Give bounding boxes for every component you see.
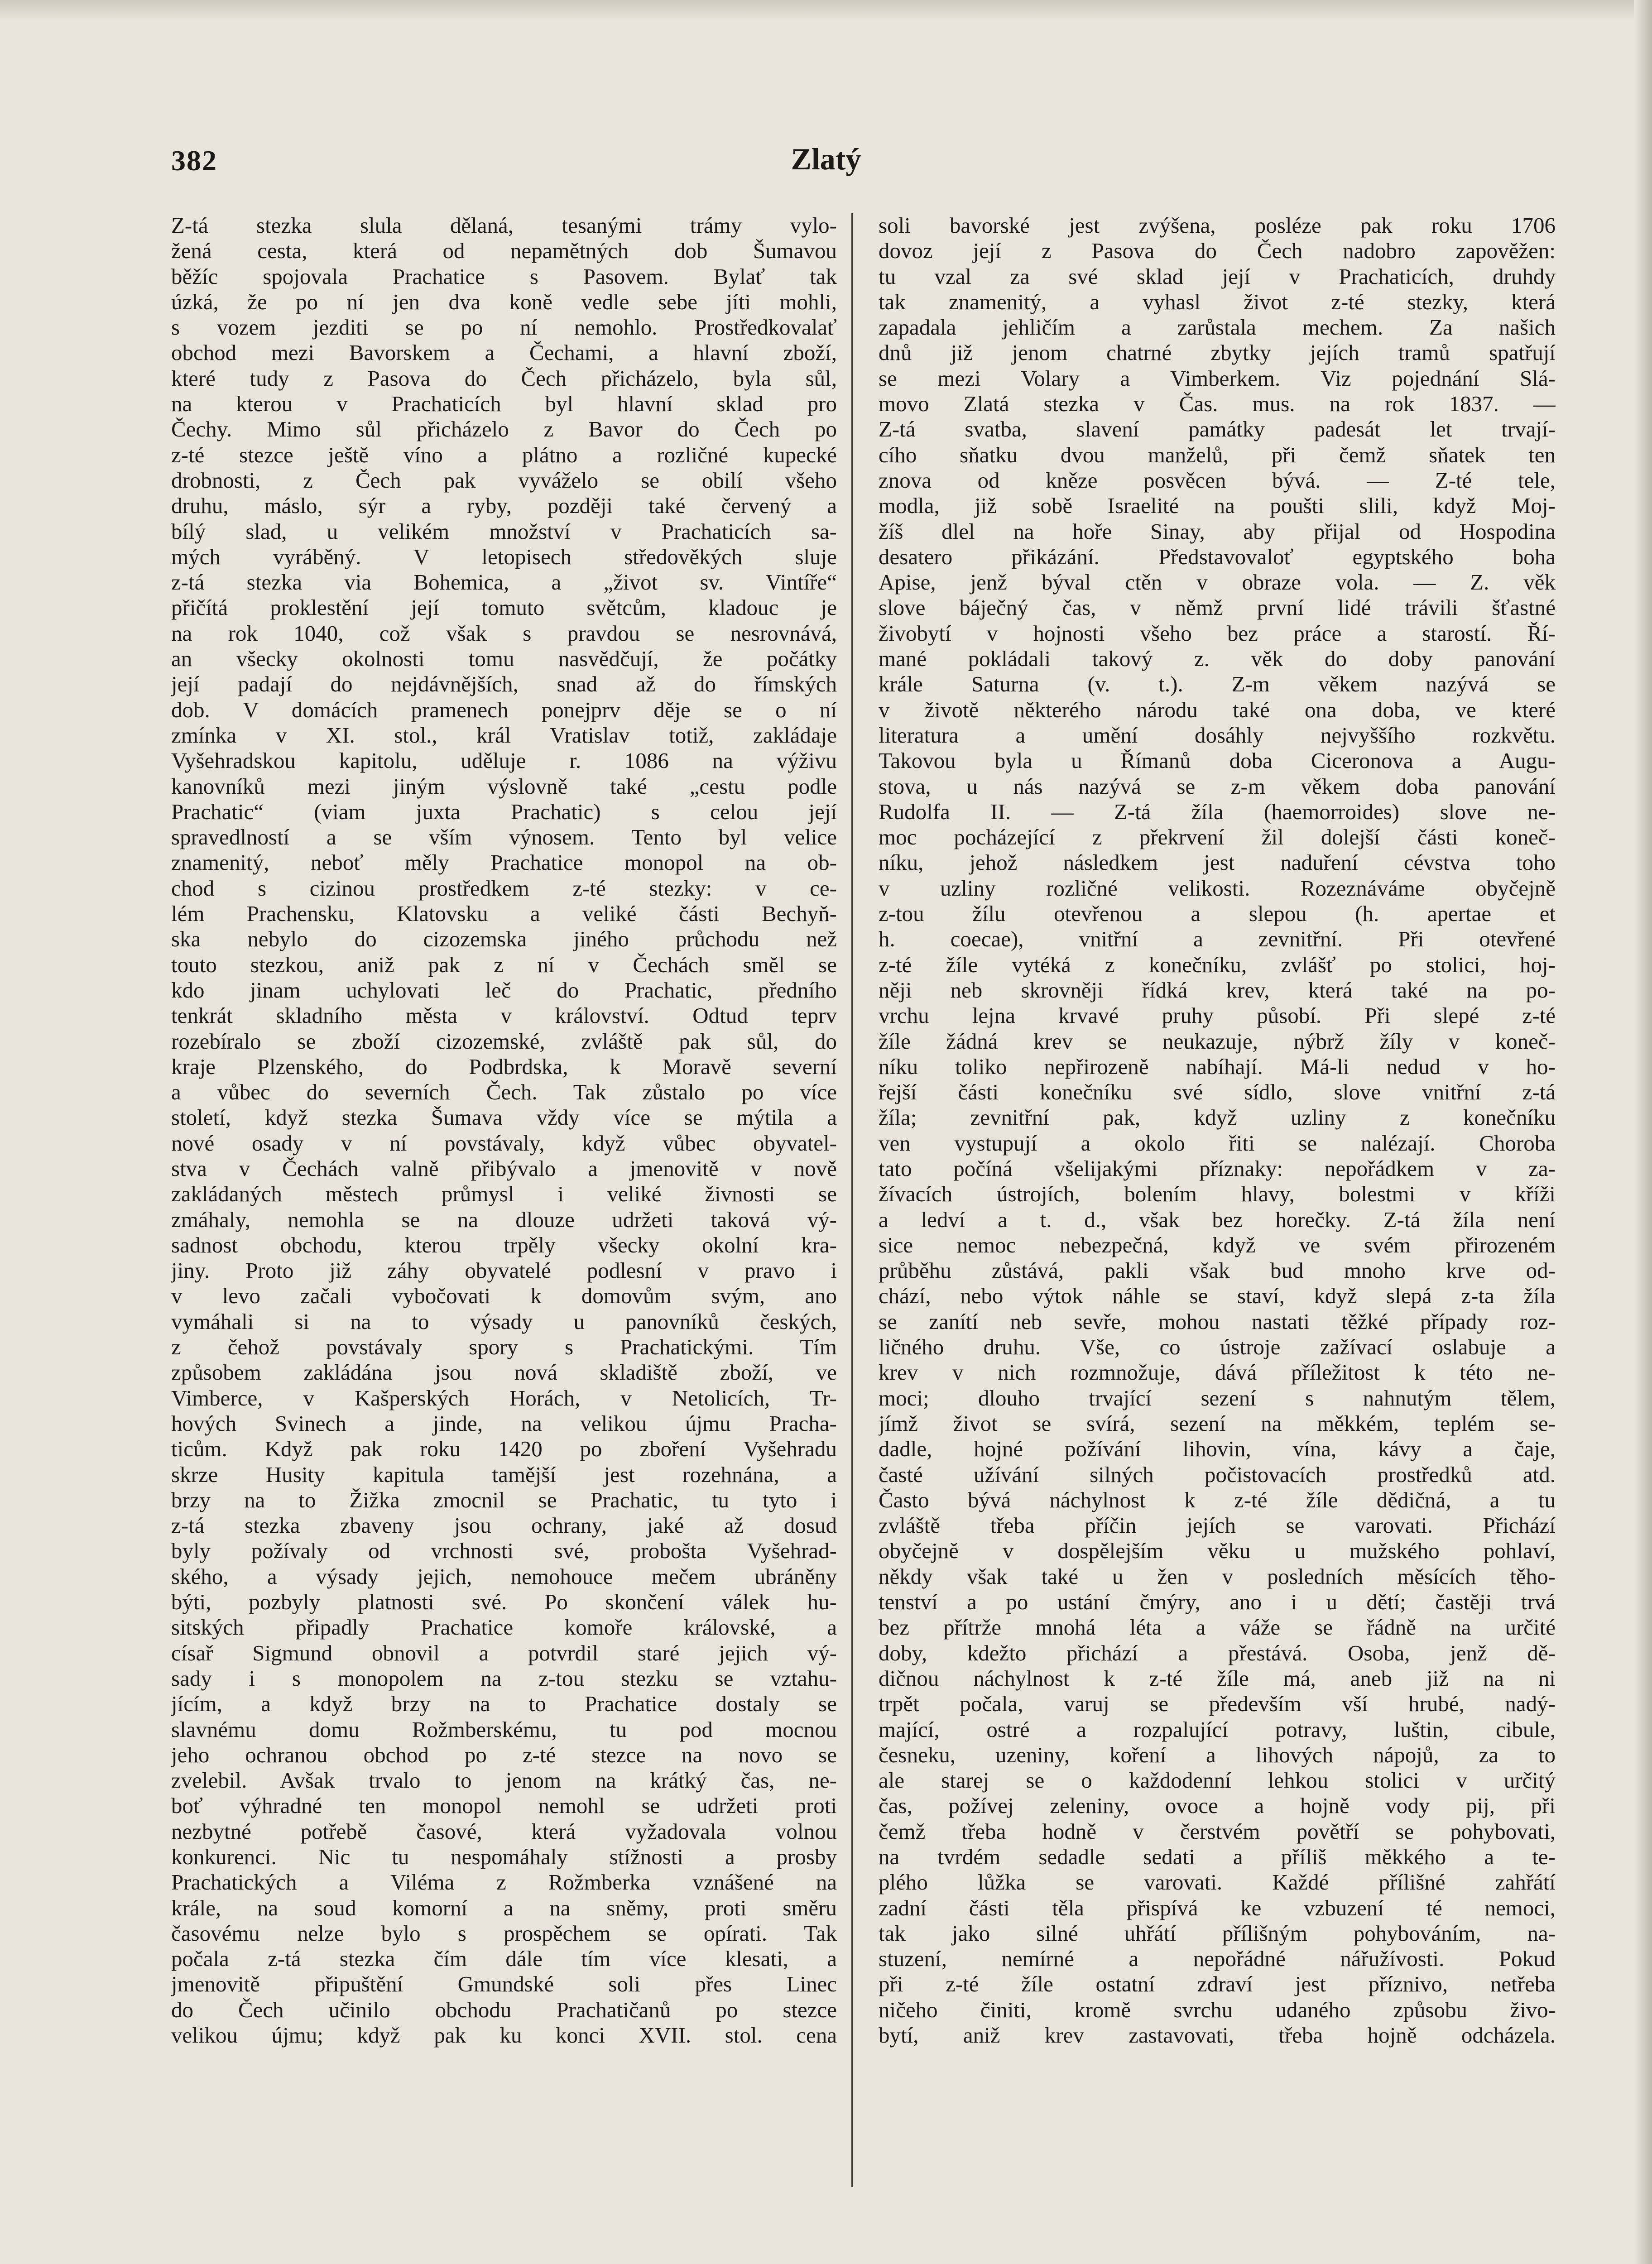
text-line: tenkrát skladního města v království. Odtud teprv <box>171 1003 837 1028</box>
page-number: 382 <box>171 144 217 177</box>
text-line: ale starej se o každodenní lehkou stolici v určitý <box>879 1768 1556 1793</box>
text-line: bílý slad, u velikém množství v Prachaticích sa- <box>171 518 837 544</box>
text-line: Rudolfa II. — Z-tá žíla (haemorroides) slove ne- <box>879 799 1556 824</box>
text-line: Prachatických a Viléma z Rožmberka vznášené na <box>171 1870 837 1895</box>
text-line: se mezi Volary a Vimberkem. Viz pojednání Slá- <box>879 365 1556 391</box>
text-line: lém Prachensku, Klatovsku a veliké části Bechyň- <box>171 901 837 926</box>
text-line: počala z-tá stezka čím dále tím více klesati, a <box>171 1946 837 1971</box>
text-line: kdo jinam uchylovati leč do Prachatic, předního <box>171 977 837 1002</box>
text-line: brzy na to Žižka zmocnil se Prachatic, tu tyto i <box>171 1487 837 1512</box>
text-line: moc pocházející z překrvení žil dolejší části koneč- <box>879 825 1556 850</box>
text-line: časté užívání silných počistovacích prostředků atd. <box>879 1462 1556 1487</box>
text-line: do Čech učinilo obchodu Prachatičanů po stezce <box>171 1997 837 2022</box>
text-line: literatura a umění dosáhly nejvyššího rozkvětu. <box>879 722 1556 748</box>
text-line: an všecky okolnosti tomu nasvědčují, že počátky <box>171 646 837 672</box>
text-line: ličného druhu. Vše, co ústroje zažívací oslabuje a <box>879 1334 1556 1360</box>
text-line: stva v Čechách valně přibývalo a jmenovitě v nově <box>171 1156 837 1181</box>
column-divider <box>851 213 853 2187</box>
text-line: a vůbec do severních Čech. Tak zůstalo po více <box>171 1079 837 1105</box>
text-line: tak jako silné uhřátí přílišným pohybováním, na- <box>879 1920 1556 1946</box>
text-line: chází, nebo výtok náhle se staví, když slepá z-ta žíla <box>879 1283 1556 1309</box>
text-line: ničeho činiti, kromě svrchu udaného způsobu živo- <box>879 1997 1556 2022</box>
text-line: v životě některého národu také ona doba, ve které <box>879 697 1556 722</box>
text-line: kraje Plzenského, do Podbrdska, k Moravě severní <box>171 1054 837 1079</box>
text-line: slavnému domu Rožmberskému, tu pod mocnou <box>171 1717 837 1742</box>
text-line: krále, na soud komorní a na sněmy, proti směru <box>171 1895 837 1920</box>
text-line: znova od kněze posvěcen bývá. — Z-té tele, <box>879 467 1556 493</box>
text-line: obyčejně v dospělejším věku u mužského pohlaví, <box>879 1538 1556 1564</box>
text-line: z-té žíle vytéká z konečníku, zvlášť po stolici, hoj- <box>879 952 1556 977</box>
text-line: znamenitý, neboť měly Prachatice monopol na ob- <box>171 850 837 875</box>
text-line: časovému nelze bylo s prospěchem se opírati. Tak <box>171 1920 837 1946</box>
text-line: tenství a po ustání čmýry, ano i u dětí; častěji trvá <box>879 1589 1556 1615</box>
text-line: zadní části těla přispívá ke vzbuzení té nemoci, <box>879 1895 1556 1920</box>
text-line: krále Saturna (v. t.). Z-m věkem nazývá se <box>879 672 1556 697</box>
text-line: tak znamenitý, a vyhasl život z-té stezky, která <box>879 289 1556 314</box>
text-line: konkurenci. Nic tu nespomáhaly stížnosti a prosby <box>171 1844 837 1869</box>
text-line: při z-té žíle ostatní zdraví jest příznivo, netřeba <box>879 1971 1556 1997</box>
text-line: sitských připadly Prachatice komoře královské, a <box>171 1615 837 1640</box>
text-line: Z-tá stezka slula dělaná, tesanými trámy vylo- <box>171 213 837 238</box>
text-line: na kterou v Prachaticích byl hlavní sklad pro <box>171 391 837 417</box>
text-line: kanovníků mezi jiným výslovně také „cestu podle <box>171 773 837 799</box>
text-line: Vyšehradskou kapitolu, uděluje r. 1086 na výživu <box>171 748 837 773</box>
text-line: Prachatic“ (viam juxta Prachatic) s celou její <box>171 799 837 824</box>
text-line: žená cesta, která od nepamětných dob Šumavou <box>171 238 837 264</box>
text-line: spravedlností a se vším výnosem. Tento byl velice <box>171 825 837 850</box>
text-line: živobytí v hojnosti všeho bez práce a starostí. Ří- <box>879 620 1556 646</box>
text-line: mající, ostré a rozpalující potravy, luštin, cibule, <box>879 1717 1556 1742</box>
text-line: v uzliny rozličné velikosti. Rozeznáváme obyčejně <box>879 875 1556 901</box>
text-line: zvelebil. Avšak trvalo to jenom na krátký čas, ne- <box>171 1768 837 1793</box>
running-head: Zlatý <box>791 142 861 176</box>
text-line: desatero přikázání. Představovaloť egyptského boha <box>879 544 1556 569</box>
text-line: Apise, jenž býval ctěn v obraze vola. — Z. věk <box>879 570 1556 595</box>
page-shadow-top <box>0 0 1652 21</box>
text-line: chod s cizinou prostředkem z-té stezky: v ce- <box>171 875 837 901</box>
text-line: z-tou žílu otevřenou a slepou (h. apertae et <box>879 901 1556 926</box>
text-line: běžíc spojovala Prachatice s Pasovem. Bylať tak <box>171 264 837 289</box>
text-line: čemž třeba hodně v čerstvém povětří se pohybovati, <box>879 1818 1556 1844</box>
text-line: nezbytné potřebě časové, která vyžadovala volnou <box>171 1818 837 1844</box>
text-line: vymáhali si na to výsady u panovníků českých, <box>171 1309 837 1334</box>
text-line: žívacích ústrojích, bolením hlavy, bolestmi v kříži <box>879 1181 1556 1207</box>
text-line: touto stezkou, aniž pak z ní v Čechách směl se <box>171 952 837 977</box>
text-line: slove báječný čas, v němž první lidé trávili šťastné <box>879 595 1556 620</box>
text-line: stova, u nás nazývá se z-m věkem doba panování <box>879 773 1556 799</box>
text-line: průběhu zůstává, pakli však bud mnoho krve od- <box>879 1258 1556 1283</box>
text-line: plého lůžka se varovati. Každé přílišné zahřátí <box>879 1870 1556 1895</box>
text-line: moci; dlouho trvající sezení s nahnutým tělem, <box>879 1385 1556 1410</box>
text-line: mých vyráběný. V letopisech středověkých sluje <box>171 544 837 569</box>
text-line: úzká, že po ní jen dva koně vedle sebe jíti mohli, <box>171 289 837 314</box>
text-line: řejší části konečníku své sídlo, slove vnitřní z-tá <box>879 1079 1556 1105</box>
text-line: dadle, hojné požívání lihovin, vína, kávy a čaje, <box>879 1436 1556 1462</box>
text-line: jeho ochranou obchod po z-té stezce na novo se <box>171 1742 837 1767</box>
text-line: velikou újmu; když pak ku konci XVII. stol. cena <box>171 2023 837 2048</box>
text-line: česneku, uzeniny, koření a lihových nápojů, za to <box>879 1742 1556 1767</box>
text-line: z-tá stezka zbaveny jsou ochrany, jaké až dosud <box>171 1513 837 1538</box>
text-line: níku toliko nepřirozeně nabíhají. Má-li nedud v ho- <box>879 1054 1556 1079</box>
text-line: Takovou byla u Římanů doba Ciceronova a Augu- <box>879 748 1556 773</box>
text-line: čas, požívej zeleniny, ovoce a hojně vody pij, při <box>879 1793 1556 1818</box>
text-line: h. coecae), vnitřní a zevnitřní. Při otevřené <box>879 926 1556 952</box>
text-line: Čechy. Mimo sůl přicházelo z Bavor do Čech po <box>171 417 837 442</box>
text-line: dnů již jenom chatrné zbytky jejích tramů spatřují <box>879 340 1556 365</box>
text-line: dovoz její z Pasova do Čech nadobro zapověžen: <box>879 238 1556 264</box>
text-line: z-té stezce ještě víno a plátno a rozličné kupecké <box>171 442 837 467</box>
text-line: druhu, máslo, sýr a ryby, později také červený a <box>171 493 837 518</box>
text-line: skrze Husity kapitula tamější jest rozehnána, a <box>171 1462 837 1487</box>
text-line: vrchu lejna krvavé pruhy působí. Při slepé z-té <box>879 1003 1556 1028</box>
text-line: se zanítí neb sevře, mohou nastati těžké případy roz- <box>879 1309 1556 1334</box>
text-line: hových Svinech a jinde, na velikou újmu Pracha- <box>171 1410 837 1436</box>
text-line: dičnou náchylnost k z-té žíle má, aneb již na ni <box>879 1665 1556 1691</box>
text-line: tato počíná všelijakými příznaky: nepořádkem v za- <box>879 1156 1556 1181</box>
text-line: zmínka v XI. stol., král Vratislav totiž, zakládaje <box>171 722 837 748</box>
text-line: zvláště třeba příčin jejích se varovati. Přichází <box>879 1513 1556 1538</box>
text-line: její padají do nejdávnějších, snad až do římských <box>171 672 837 697</box>
text-line: a ledví a t. d., však bez horečky. Z-tá žíla není <box>879 1207 1556 1232</box>
text-line: obchod mezi Bavorskem a Čechami, a hlavní zboží, <box>171 340 837 365</box>
text-line: movo Zlatá stezka v Čas. mus. na rok 1837. — <box>879 391 1556 417</box>
text-line: s vozem jezditi se po ní nemohlo. Prostředkovalať <box>171 315 837 340</box>
text-line: v levo začali vybočovati k domovům svým, ano <box>171 1283 837 1309</box>
text-line: sadnost obchodu, kterou trpěly všecky okolní kra- <box>171 1232 837 1257</box>
text-line: sice nemoc nebezpečná, když ve svém přirozeném <box>879 1232 1556 1257</box>
text-line: Z-tá svatba, slavení památky padesát let trvají- <box>879 417 1556 442</box>
text-line: ska nebylo do cizozemska jiného průchodu než <box>171 926 837 952</box>
text-line: způsobem zakládána jsou nová skladiště zboží, ve <box>171 1360 837 1385</box>
text-line: ven vystupují a okolo řiti se nalézají. Choroba <box>879 1130 1556 1156</box>
text-line: bez přítrže mnohá léta a váže se řádně na určité <box>879 1615 1556 1640</box>
text-line: byly požívaly od vrchnosti své, proboštа Vyšehrad- <box>171 1538 837 1564</box>
text-line: jímž život se svírá, sezení na měkkém, teplém se- <box>879 1410 1556 1436</box>
text-line: žíla; zevnitřní pak, když uzliny z konečníku <box>879 1105 1556 1130</box>
text-line: drobnosti, z Čech pak vyváželo se obilí všeho <box>171 467 837 493</box>
text-line: zakládaných městech průmysl i veliké živnosti se <box>171 1181 837 1207</box>
text-line: přičítá proklestění její tomuto světcům, kladouc je <box>171 595 837 620</box>
text-line: Často bývá náchylnost k z-té žíle dědičná, a tu <box>879 1487 1556 1512</box>
text-line: sady i s monopolem na z-tou stezku se vztahu- <box>171 1665 837 1691</box>
text-line: ticům. Když pak roku 1420 po zboření Vyšehradu <box>171 1436 837 1462</box>
text-line: býti, pozbyly platnosti své. Po skončení válek hu- <box>171 1589 837 1615</box>
text-line: stuzení, nemírné a nepořádné nářužívosti. Pokud <box>879 1946 1556 1971</box>
text-line: modla, již sobě Israelité na poušti slili, když Moj- <box>879 493 1556 518</box>
text-line: soli bavorské jest zvýšena, posléze pak roku 1706 <box>879 213 1556 238</box>
text-line: doby, kdežto přichází a přestává. Osoba, jenž dě- <box>879 1640 1556 1665</box>
text-line: trpět počala, varuj se především vší hrubé, nadý- <box>879 1691 1556 1717</box>
text-line: žíš dlel na hoře Sinay, aby přijal od Hospodina <box>879 518 1556 544</box>
text-line: něji neb skrovněji řídká krev, která také na po- <box>879 977 1556 1002</box>
text-line: století, když stezka Šumava vždy více se mýtila a <box>171 1105 837 1130</box>
text-line: z čehož povstávaly spory s Prachatickými. Tím <box>171 1334 837 1360</box>
text-line: jiny. Proto již záhy obyvatelé podlesní v pravo i <box>171 1258 837 1283</box>
text-line: tu vzal za své sklad její v Prachaticích, druhdy <box>879 264 1556 289</box>
text-line: na tvrdém sedadle sedati a příliš měkkého a te- <box>879 1844 1556 1869</box>
text-line: boť výhradné ten monopol nemohl se udržeti proti <box>171 1793 837 1818</box>
text-line: císař Sigmund obnovil a potvrdil staré jejich vý- <box>171 1640 837 1665</box>
text-line: Vimberce, v Kašperských Horách, v Netolicích, Tr- <box>171 1385 837 1410</box>
text-line: zapadala jehličím a zarůstala mechem. Za našich <box>879 315 1556 340</box>
text-line: mané pokládali takový z. věk do doby panování <box>879 646 1556 672</box>
text-line: dob. V domácích pramenech ponejprv děje se o ní <box>171 697 837 722</box>
text-line: jícím, a když brzy na to Prachatice dostaly se <box>171 1691 837 1717</box>
text-line: jmenovitě připuštění Gmundské soli přes Linec <box>171 1971 837 1997</box>
text-line: žíle žádná krev se neukazuje, nýbrž žíly v koneč- <box>879 1028 1556 1054</box>
text-line: nové osady v ní povstávaly, když vůbec obyvatel- <box>171 1130 837 1156</box>
left-text-column <box>171 213 837 2192</box>
text-line: cího sňatku dvou manželů, při čemž sňatek ten <box>879 442 1556 467</box>
text-line: rozebíralo se zboží cizozemské, zvláště pak sůl, do <box>171 1028 837 1054</box>
text-line: z-tá stezka via Bohemica, a „život sv. Vintíře“ <box>171 570 837 595</box>
text-line: zmáhaly, nemohla se na dlouze udržeti taková vý- <box>171 1207 837 1232</box>
right-text-column <box>879 213 1556 2192</box>
text-line: někdy však také u žen v posledních měsících těho- <box>879 1564 1556 1589</box>
text-line: které tudy z Pasova do Čech přicházelo, byla sůl, <box>171 365 837 391</box>
text-line: níku, jehož následkem jest naduření cévstva toho <box>879 850 1556 875</box>
text-line: na rok 1040, což však s pravdou se nesrovnává, <box>171 620 837 646</box>
text-line: bytí, aniž krev zastavovati, třeba hojně odcházela. <box>879 2023 1556 2048</box>
text-line: krev v nich rozmnožuje, dává příležitost k této ne- <box>879 1360 1556 1385</box>
page-shadow-right <box>1634 0 1652 2264</box>
text-line: ského, a výsady jejich, nemohouce mečem ubráněny <box>171 1564 837 1589</box>
